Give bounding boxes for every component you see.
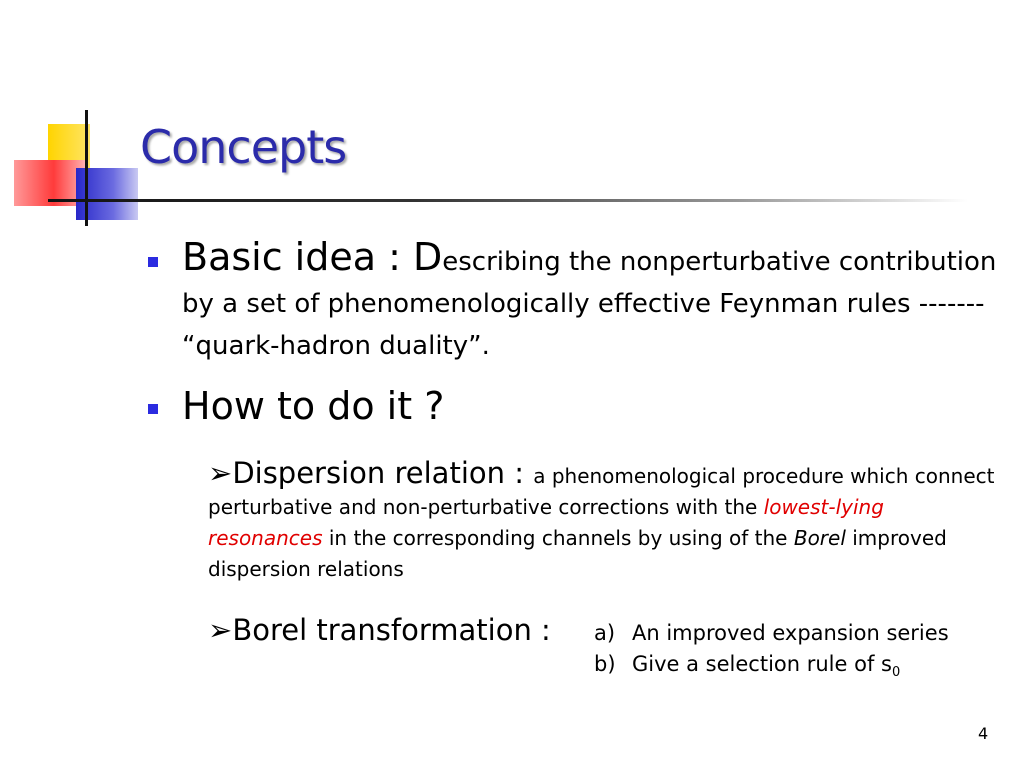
- sub-bullet-dispersion: [208, 458, 998, 585]
- list-item-text: [632, 649, 900, 688]
- sub-bullet-dispersion-text: a phenomenological procedure which connect perturbative and non-perturbative corrections with the: [208, 464, 995, 519]
- subscript-zero: 0: [891, 665, 901, 681]
- square-bullet-icon: [148, 257, 158, 267]
- borel-list: [594, 618, 949, 688]
- deco-vertical-line: [85, 110, 88, 226]
- bullet-basic-idea: [182, 236, 1002, 367]
- list-item: [594, 649, 949, 688]
- square-bullet-icon: [148, 404, 158, 414]
- sub-bullet-dispersion-lead: Dispersion relation :: [232, 456, 534, 490]
- page-number: 4: [978, 724, 989, 743]
- list-item-text-main: Give a selection rule of s: [632, 652, 892, 676]
- sub-bullet-borel-lead: Borel transformation :: [232, 613, 551, 647]
- highlight-lowest-lying: lowest-lying resonances: [208, 495, 884, 550]
- list-item-label: a): [594, 621, 616, 645]
- italic-borel: Borel: [793, 526, 846, 550]
- bullet-basic-idea-lead: Basic idea : D: [182, 235, 443, 279]
- sub-bullet-dispersion-text-3: improved dispersion relations: [208, 526, 947, 581]
- bullet-basic-idea-text: escribing the nonperturbative contribution by a set of phenomenologically effective Feynman rules -------: [182, 247, 997, 319]
- list-item-text: An improved expansion series: [632, 621, 949, 645]
- title-underline: [48, 199, 968, 202]
- slide-title: Concepts: [140, 120, 347, 174]
- sub-bullet-borel: [208, 610, 551, 650]
- bullet-how-to: How to do it ?: [182, 384, 445, 428]
- bullet-basic-idea-quote: “quark-hadron duality”.: [182, 331, 490, 361]
- list-item-label: b): [594, 652, 616, 676]
- list-item: [594, 618, 949, 649]
- sub-bullet-dispersion-text-2: in the corresponding channels by using of the: [322, 526, 794, 550]
- arrow-bullet-icon: ➢: [208, 613, 233, 647]
- arrow-bullet-icon: ➢: [208, 456, 233, 490]
